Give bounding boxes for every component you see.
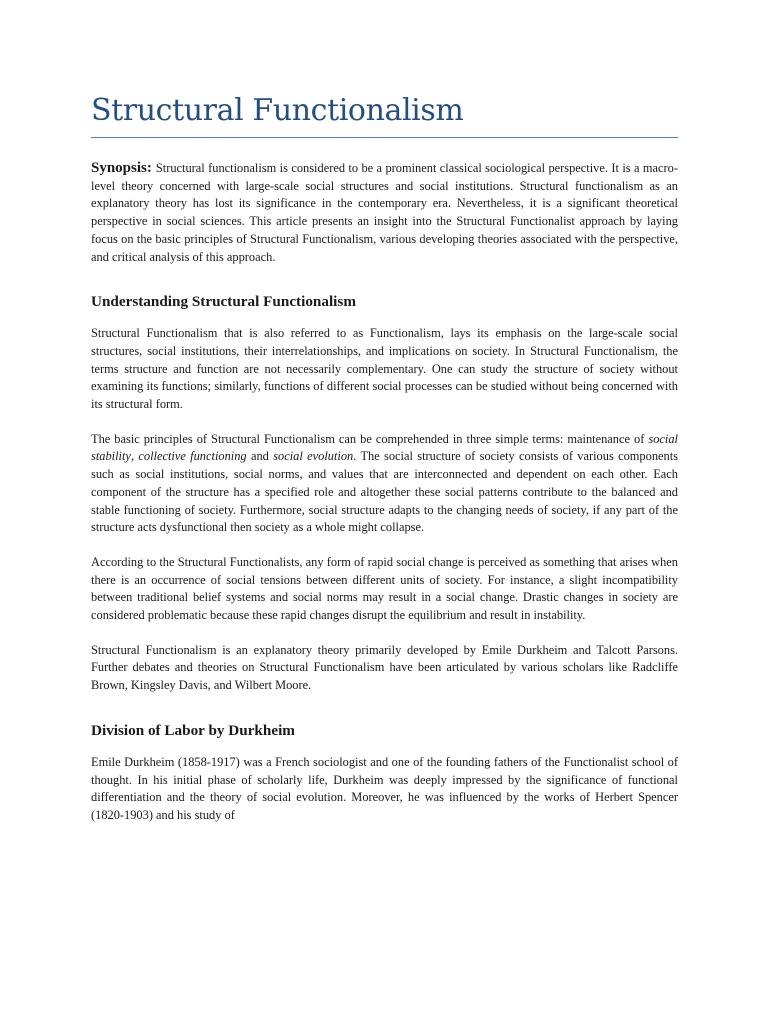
term-social-evolution: social evolution <box>273 449 354 464</box>
section1-paragraph-1: Structural Functionalism that is also referred to as Functionalism, lays its emphasis on the large-scale social structures, social institutions, their interrelationships, and implications on society. In Structural Functionalism, the terms structure and function are not necessarily complementary. One can study the structure of society without examining its functions; similarly, functions of different social processes can be studied without being concerned with its structural form. <box>91 326 678 412</box>
paragraph-spacer <box>91 625 678 642</box>
section1-paragraph-4: Structural Functionalism is an explanatory theory primarily developed by Emile Durkheim and Talcott Parsons. Further debates and theories on Structural Functionalism have been articulated by various scholars like Radcliffe Brown, Kingsley Davis, and Wilbert Moore. <box>91 642 678 693</box>
page-title: Structural Functionalism <box>91 93 464 128</box>
title-divider <box>91 137 678 138</box>
term-collective-functioning: collective functioning <box>138 449 247 464</box>
section1-paragraph-2 <box>91 431 678 537</box>
synopsis-label: Synopsis: <box>91 160 152 176</box>
paragraph-spacer <box>91 537 678 554</box>
section-heading-understanding: Understanding Structural Functionalism <box>91 293 356 311</box>
term-social-stability: social stability <box>91 431 678 464</box>
p2-text-before: The basic principles of Structural Functionalism can be comprehended in three simple terms: maintenance of <box>91 431 649 446</box>
section1-paragraph-3: According to the Structural Functionalists, any form of rapid social change is perceived as something that arises when there is an occurrence of social tensions between different units of society. For instance, a slight incompatibility between traditional belief systems and social norms may result in a social change. Drastic changes in society are considered problematic because these rapid changes disrupt the equilibrium and result in instability. <box>91 554 678 623</box>
synopsis-paragraph <box>91 160 678 266</box>
p2-sep-2: and <box>246 449 274 464</box>
section-heading-division-of-labor: Division of Labor by Durkheim <box>91 721 295 739</box>
p2-text-after: . The social structure of society consists of various components such as social institutions, social norms, and values that are interconnected and dependent on each other. Each component of the structure has a specified role and altogether these social patterns contribute to the balanced and stable functioning of society. Furthermore, social structure adapts to the changing needs of society, if any part of the structure acts dysfunctional then society as a whole might collapse. <box>91 449 678 535</box>
synopsis-text: Structural functionalism is considered to be a prominent classical sociological perspective. It is a macro-level theory concerned with large-scale social structures and social institutions. Structural functionalism as an explanatory theory has lost its significance in the contemporary era. Nevertheless, it is a significant theoretical perspective in social sciences. This article presents an insight into the Structural Functionalist approach by laying focus on the basic principles of Structural Functionalism, various developing theories associated with the perspective, and critical analysis of this approach. <box>91 161 678 264</box>
p2-sep-1: , <box>130 449 139 464</box>
section2-paragraph-1: Emile Durkheim (1858-1917) was a French sociologist and one of the founding fathers of the Functionalist school of thought. In his initial phase of scholarly life, Durkheim was deeply impressed by the significance of functional differentiation and the theory of social evolution. Moreover, he was influenced by the works of Herbert Spencer (1820-1903) and his study of <box>91 754 678 822</box>
paragraph-spacer <box>91 414 678 431</box>
